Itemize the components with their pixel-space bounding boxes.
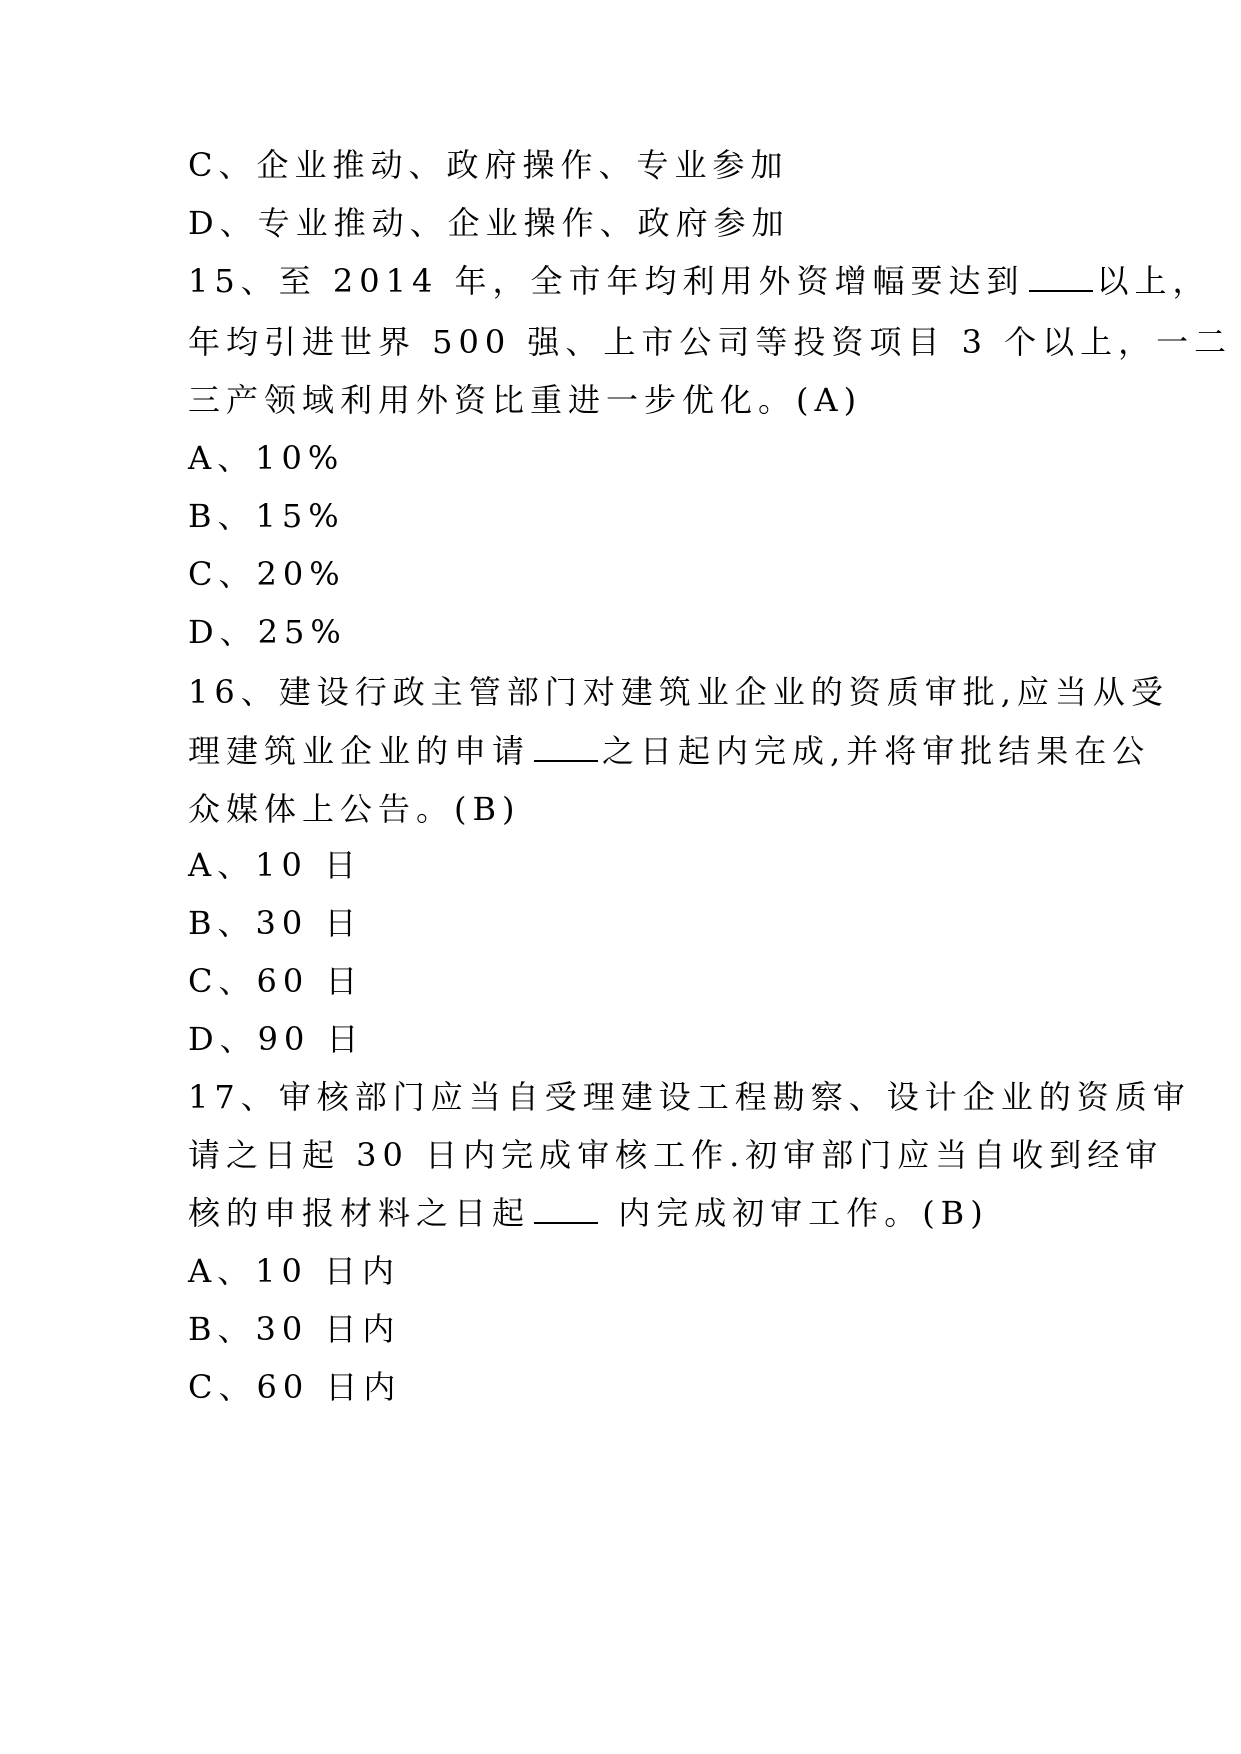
answer-blank xyxy=(534,732,598,762)
question-16-line-3 xyxy=(188,789,521,829)
option-c-q16 xyxy=(188,961,363,1001)
option-a-q15 xyxy=(188,438,344,478)
text: D、90 日 xyxy=(188,1020,365,1058)
question-15-line-2 xyxy=(188,322,1232,362)
question-15-line-3 xyxy=(188,380,862,420)
text: 三产领域利用外资比重进一步优化。(A) xyxy=(188,381,863,419)
text: C、60 日内 xyxy=(188,1368,402,1406)
text: B、30 日 xyxy=(188,904,363,942)
question-16-line-1 xyxy=(188,672,1169,712)
text: A、10 日 xyxy=(188,846,363,884)
text: A、10 日内 xyxy=(188,1252,401,1290)
answer-blank xyxy=(534,1194,598,1224)
text: 16、建设行政主管部门对建筑业企业的资质审批,应当从受 xyxy=(188,673,1169,711)
option-b-q17 xyxy=(188,1309,400,1349)
text: C、企业推动、政府操作、专业参加 xyxy=(188,146,789,184)
option-a-q16 xyxy=(188,845,362,885)
answer-blank xyxy=(1029,262,1093,292)
option-c-q15 xyxy=(188,554,346,594)
text: D、专业推动、企业操作、政府参加 xyxy=(188,204,790,242)
text: C、60 日 xyxy=(188,962,364,1000)
text: C、20% xyxy=(188,555,346,593)
question-17-line-2 xyxy=(188,1135,1163,1175)
text: 众媒体上公告。(B) xyxy=(188,790,521,828)
option-d-q16 xyxy=(188,1019,365,1059)
text: 15、至 2014 年，全市年均利用外资增幅要达到 xyxy=(188,262,1025,300)
text: B、15% xyxy=(188,497,345,535)
text: 之日起内完成,并将审批结果在公 xyxy=(602,732,1151,770)
option-d-q15 xyxy=(188,612,347,652)
text: 理建筑业企业的申请 xyxy=(188,732,531,770)
option-d-q14 xyxy=(188,203,790,243)
text: 请之日起 30 日内完成审核工作.初审部门应当自收到经审 xyxy=(188,1136,1164,1174)
question-17-line-3 xyxy=(188,1193,989,1233)
text: A、10% xyxy=(188,439,345,477)
option-c-q14 xyxy=(188,145,789,185)
text: 核的申报材料之日起 xyxy=(188,1194,531,1232)
question-16-line-2 xyxy=(188,731,1150,771)
text: 内完成初审工作。(B) xyxy=(602,1194,989,1232)
option-a-q17 xyxy=(188,1251,400,1291)
text: D、25% xyxy=(188,613,347,651)
option-b-q16 xyxy=(188,903,362,943)
text: 以上， xyxy=(1096,262,1211,300)
option-b-q15 xyxy=(188,496,345,536)
option-c-q17 xyxy=(188,1367,401,1407)
text: 17、审核部门应当自受理建设工程勘察、设计企业的资质审 xyxy=(188,1078,1191,1116)
text: B、30 日内 xyxy=(188,1310,401,1348)
question-17-line-1 xyxy=(188,1077,1191,1117)
question-15-line-1 xyxy=(188,261,1211,301)
text: 年均引进世界 500 强、上市公司等投资项目 3 个以上，一二 xyxy=(188,323,1233,361)
